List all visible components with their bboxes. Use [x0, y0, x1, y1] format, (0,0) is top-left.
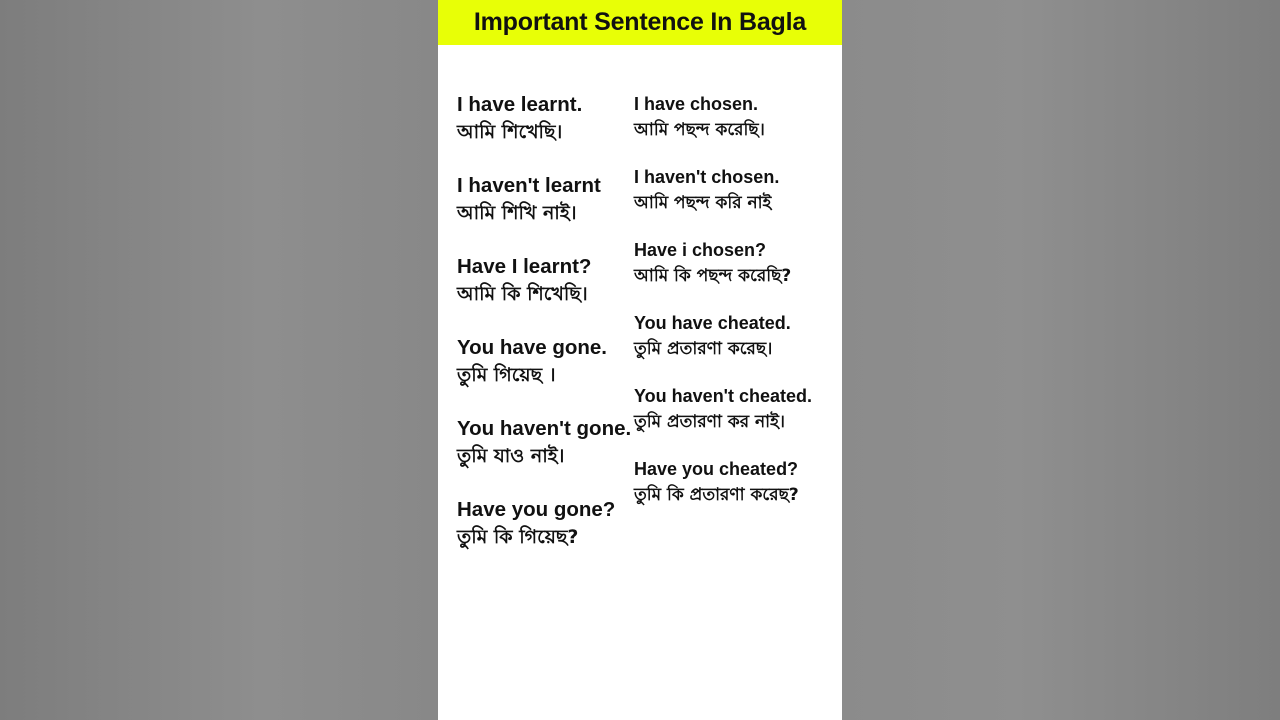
english-sentence: You haven't gone.	[457, 417, 632, 440]
english-sentence: I have learnt.	[457, 93, 583, 116]
bengali-translation: আমি কি শিখেছি।	[457, 283, 588, 305]
sentence-pair	[457, 253, 637, 334]
english-sentence: Have i chosen?	[634, 240, 767, 260]
sentence-pair	[634, 311, 840, 384]
sentence-pair	[457, 91, 637, 172]
sentence-pair	[457, 496, 637, 577]
bengali-translation: আমি শিখেছি।	[457, 121, 563, 143]
bengali-translation: তুমি প্রতারণা করেছ।	[634, 339, 773, 359]
english-sentence: Have I learnt?	[457, 255, 592, 278]
bengali-translation: তুমি গিয়েছ ।	[457, 364, 556, 386]
sentence-pair	[634, 92, 840, 165]
english-sentence: I haven't chosen.	[634, 167, 780, 187]
english-sentence: I haven't learnt	[457, 174, 601, 197]
sentence-pair	[634, 165, 840, 238]
sentence-pair	[634, 457, 840, 530]
bengali-translation: আমি শিখি নাই।	[457, 202, 577, 224]
sentence-pair	[457, 172, 637, 253]
blurred-left-panel	[0, 0, 438, 720]
right-sentence-column	[634, 92, 840, 530]
bengali-translation: তুমি যাও নাই।	[457, 445, 565, 467]
english-sentence: I have chosen.	[634, 94, 759, 114]
sentence-pair	[634, 384, 840, 457]
page-title: Important Sentence In Bagla	[473, 8, 807, 36]
english-sentence: Have you gone?	[457, 498, 616, 521]
english-sentence: You haven't cheated.	[634, 386, 812, 406]
bengali-translation: আমি কি পছন্দ করেছি?	[634, 266, 792, 286]
bengali-translation: তুমি কি প্রতারণা করেছ?	[634, 485, 799, 505]
lesson-card	[438, 0, 842, 720]
title-banner	[438, 0, 842, 45]
english-sentence: You have cheated.	[634, 313, 791, 333]
left-sentence-column	[457, 91, 637, 577]
sentence-pair	[634, 238, 840, 311]
sentence-pair	[457, 334, 637, 415]
bengali-translation: তুমি প্রতারণা কর নাই।	[634, 412, 785, 432]
bengali-translation: আমি পছন্দ করেছি।	[634, 120, 765, 140]
bengali-translation: আমি পছন্দ করি নাই	[634, 193, 772, 213]
blurred-right-panel	[842, 0, 1280, 720]
sentence-pair	[457, 415, 637, 496]
english-sentence: You have gone.	[457, 336, 607, 359]
english-sentence: Have you cheated?	[634, 459, 799, 479]
bengali-translation: তুমি কি গিয়েছ?	[457, 526, 579, 548]
